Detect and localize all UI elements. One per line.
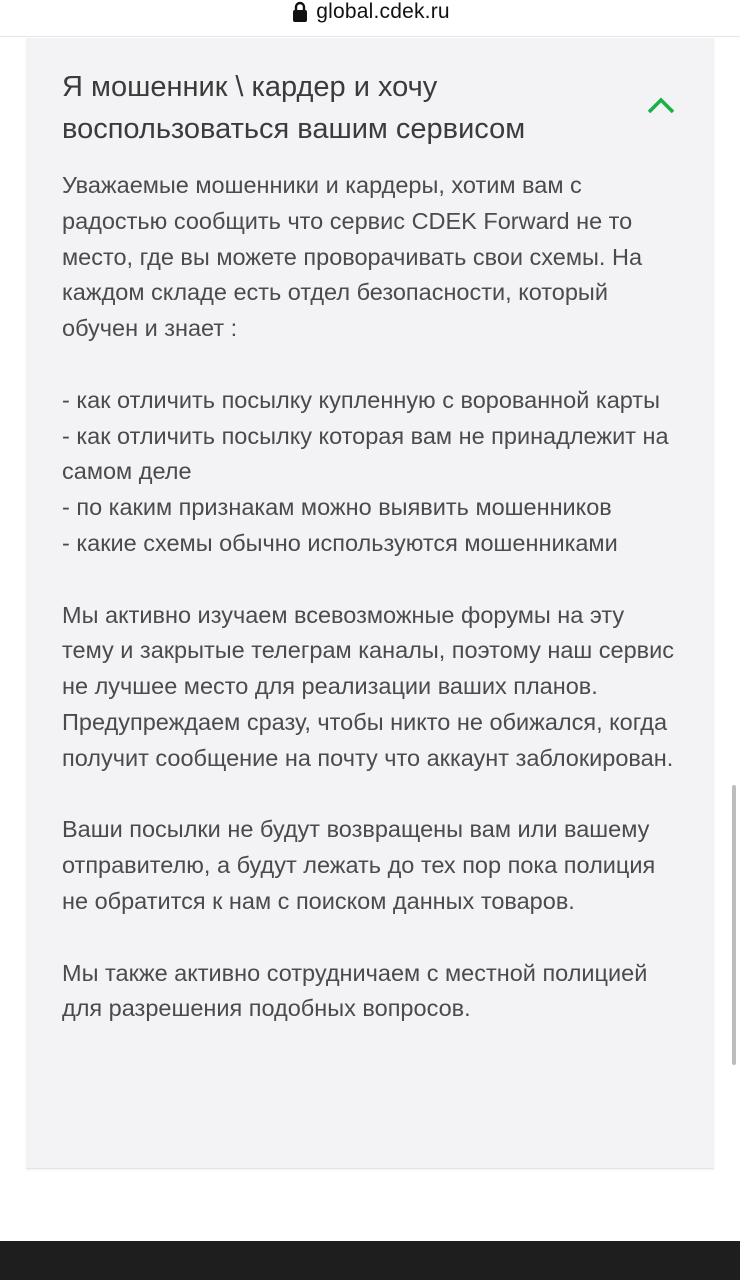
footer-bar (0, 1241, 740, 1280)
list-item: - какие схемы обычно используются мошенниками (62, 529, 618, 556)
paragraph-spacer (62, 777, 682, 813)
list-item: - как отличить посылку которая вам не принадлежит на самом деле (62, 422, 669, 485)
answer-paragraph-forums: Мы активно изучаем всевозможные форумы на эту тему и закрытые телеграм каналы, поэтому наш сервис не лучшее место для реализации ваших планов. Предупреждаем сразу, чтобы никто не обижался, когда получит сообщение на почту что аккаунт заблокирован. (62, 601, 675, 771)
faq-question[interactable]: Я мошенник \ кардер и хочу воспользоваться вашим сервисом (62, 71, 526, 145)
faq-answer (62, 168, 682, 1027)
answer-paragraph-parcels: Ваши посылки не будут возвращены вам или вашему отправителю, а будут лежать до тех пор пока полиция не обратится к нам с поиском данных товаров. (62, 816, 656, 914)
page-scrollbar[interactable] (732, 785, 736, 1065)
chevron-up-icon[interactable] (646, 96, 676, 116)
paragraph-spacer (62, 562, 682, 598)
lock-icon (290, 1, 310, 23)
url-display[interactable] (290, 0, 450, 24)
faq-item-card (26, 38, 714, 1169)
browser-url-bar[interactable] (0, 0, 740, 37)
list-item: - по каким признакам можно выявить мошенников (62, 494, 612, 521)
paragraph-spacer (62, 347, 682, 383)
answer-paragraph-police: Мы также активно сотрудничаем с местной полицией для разрешения подобных вопросов. (62, 959, 648, 1022)
list-item: - как отличить посылку купленную с ворованной карты (62, 386, 660, 413)
paragraph-spacer (62, 920, 682, 956)
answer-paragraph-intro: Уважаемые мошенники и кардеры, хотим вам с радостью сообщить что сервис CDEK Forward не то место, где вы можете проворачивать свои схемы. На каждом складе есть отдел безопасности, который обучен и знает : (62, 172, 643, 342)
url-text: global.cdek.ru (316, 0, 450, 23)
